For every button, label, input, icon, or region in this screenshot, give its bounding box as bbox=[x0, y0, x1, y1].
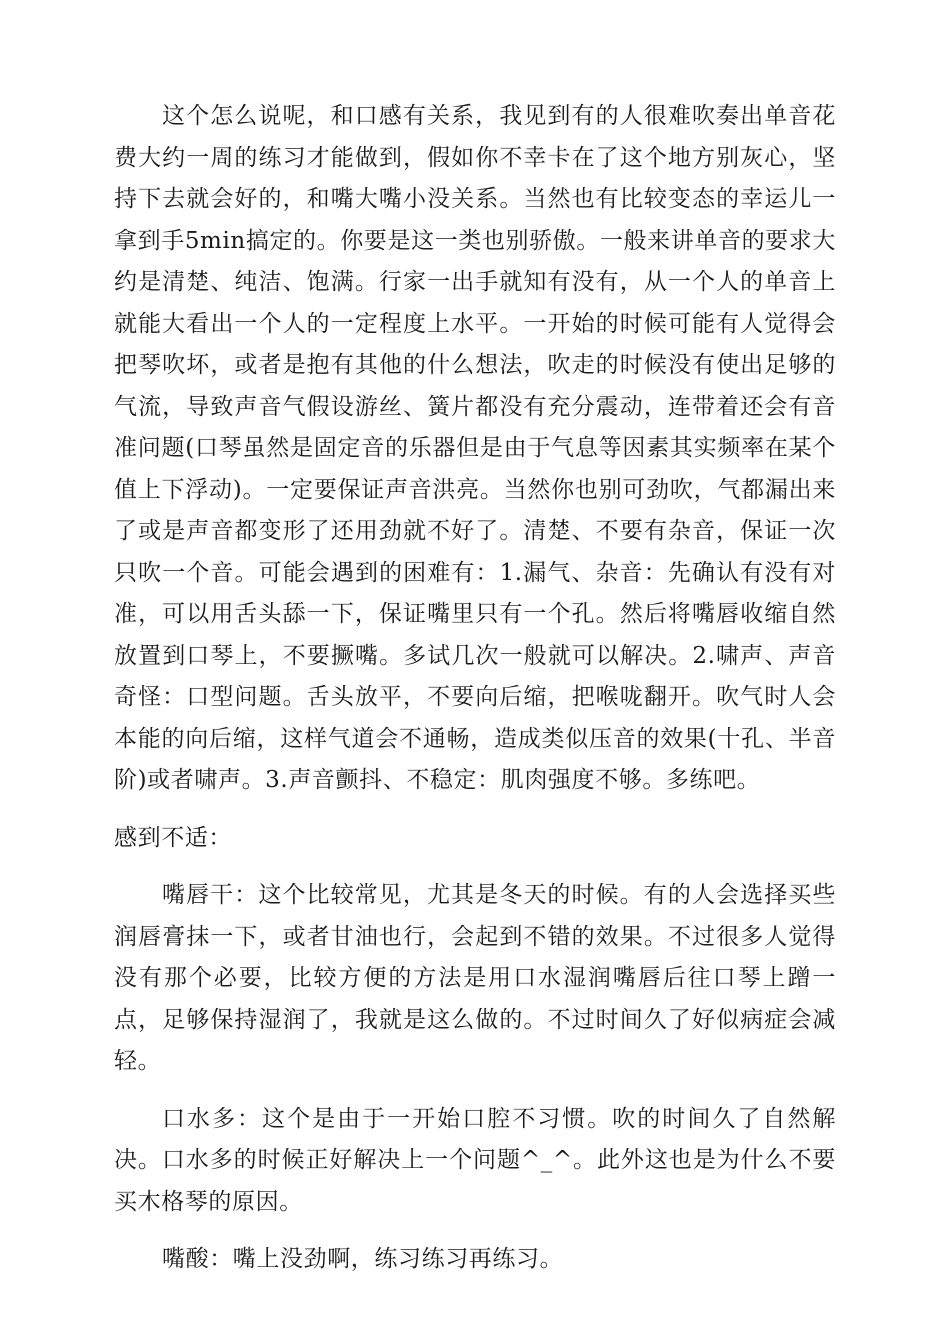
document-body bbox=[114, 96, 836, 1297]
paragraph-single-note-practice: 这个怎么说呢，和口感有关系，我见到有的人很难吹奏出单音花费大约一周的练习才能做到，假如你不幸卡在了这个地方别灰心，坚持下去就会好的，和嘴大嘴小没关系。当然也有比较变态的幸运儿一拿到手5min搞定的。你要是这一类也别骄傲。一般来讲单音的要求大约是清楚、纯洁、饱满。行家一出手就知有没有，从一个人的单音上就能大看出一个人的一定程度上水平。一开始的时候可能有人觉得会把琴吹坏，或者是抱有其他的什么想法，吹走的时候没有使出足够的气流，导致声音气假设游丝、簧片都没有充分震动，连带着还会有音准问题(口琴虽然是固定音的乐器但是由于气息等因素其实频率在某个值上下浮动)。一定要保证声音洪亮。当然你也别可劲吹，气都漏出来了或是声音都变形了还用劲就不好了。清楚、不要有杂音，保证一次只吹一个音。可能会遇到的困难有：1.漏气、杂音：先确认有没有对准，可以用舌头舔一下，保证嘴里只有一个孔。然后将嘴唇收缩自然放置到口琴上，不要撅嘴。多试几次一般就可以解决。2.啸声、声音奇怪：口型问题。舌头放平，不要向后缩，把喉咙翻开。吹气时人会本能的向后缩，这样气道会不通畅，造成类似压音的效果(十孔、半音阶)或者啸声。3.声音颤抖、不稳定：肌肉强度不够。多练吧。 bbox=[114, 103, 836, 793]
paragraph-discomfort-heading: 感到不适： bbox=[114, 824, 232, 851]
paragraph-dry-lips: 嘴唇干：这个比较常见，尤其是冬天的时候。有的人会选择买些润唇膏抹一下，或者甘油也行，会起到不错的效果。不过很多人觉得没有那个必要，比较方便的方法是用口水湿润嘴唇后往口琴上蹭一点，足够保持湿润了，我就是这么做的。不过时间久了好似病症会减轻。 bbox=[114, 882, 836, 1074]
paragraph-excess-saliva: 口水多：这个是由于一开始口腔不习惯。吹的时间久了自然解决。口水多的时候正好解决上一个问题^_^。此外这也是为什么不要买木格琴的原因。 bbox=[114, 1105, 836, 1215]
paragraph-sore-mouth: 嘴酸：嘴上没劲啊，练习练习再练习。 bbox=[162, 1246, 564, 1272]
